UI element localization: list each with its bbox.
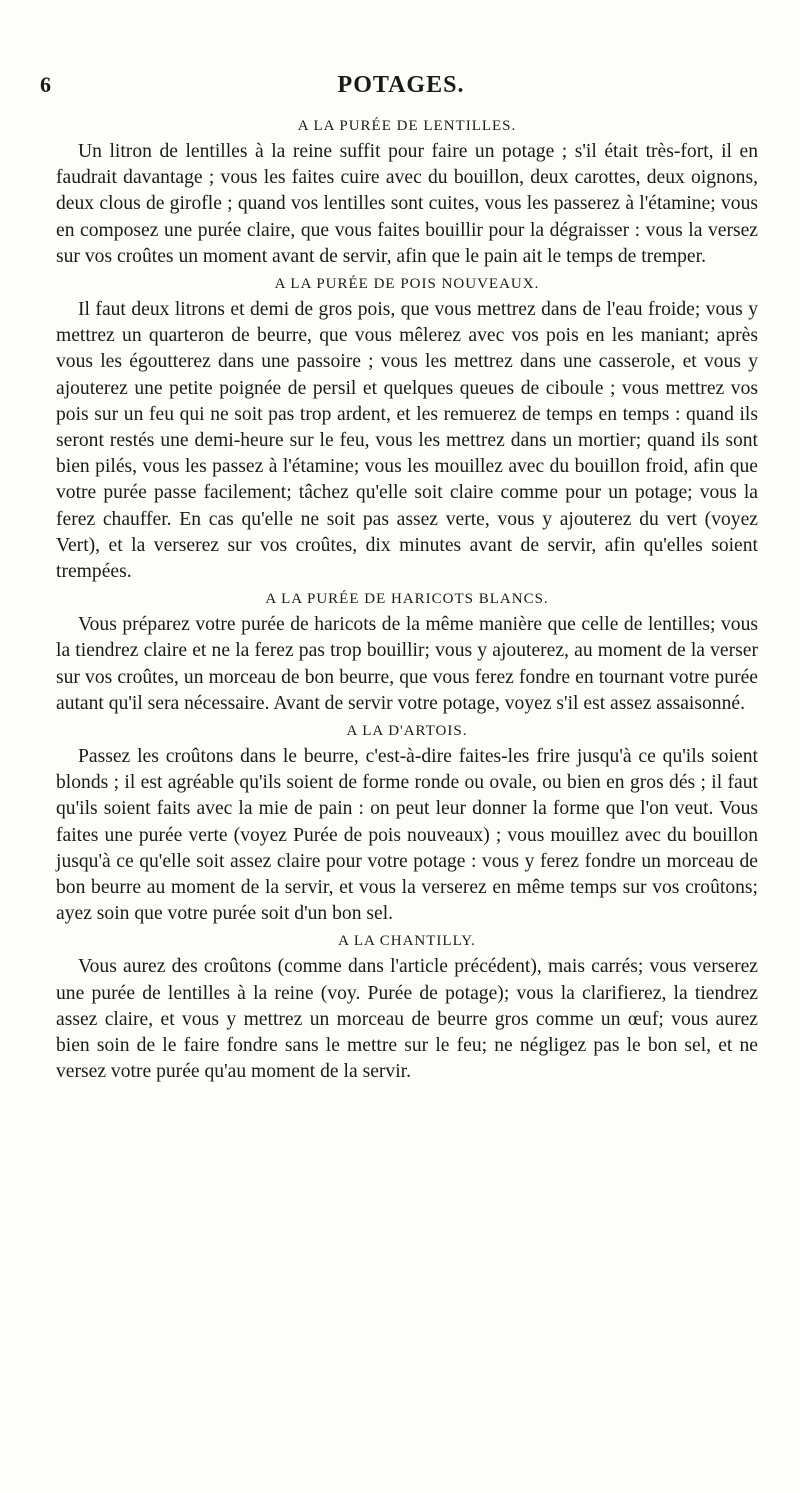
section-title: A LA D'ARTOIS. xyxy=(346,723,468,740)
section-paragraph: Un litron de lentilles à la reine suffit pour faire un potage ; s'il était très-fort, il en faudrait davantage ; vous les faites cuire avec du bouillon, deux carottes, deux oignons, deux clous de girofle ; quand vos lentilles sont cuites, vous les passerez à l'étamine; vous en composez une purée claire, que vous faites bouillir pour la dégraisser : vous la versez sur vos croûtes un moment avant de servir, afin que le pain ait le temps de tremper. xyxy=(56,141,758,267)
section-artois xyxy=(56,723,758,927)
section-title: A LA PURÉE DE POIS NOUVEAUX. xyxy=(274,276,540,293)
running-head xyxy=(40,72,762,112)
section-title: A LA PURÉE DE HARICOTS BLANCS. xyxy=(265,591,549,608)
section-paragraph: Vous aurez des croûtons (comme dans l'article précédent), mais carrés; vous verserez une purée de lentilles à la reine (voy. Purée de potage); vous la clarifierez, la tiendrez assez claire, et vous y mettrez un morceau de beurre gros comme un œuf; vous aurez bien soin de le faire fondre sans le mettre sur le feu; ne négligez pas le bon sel, et ne versez votre purée qu'au moment de la servir. xyxy=(56,956,758,1083)
section-paragraph: Passez les croûtons dans le beurre, c'est-à-dire faites-les frire jusqu'à ce qu'ils soient blonds ; il est agréable qu'ils soient de forme ronde ou ovale, ou bien en gros dés ; il faut qu'ils soient faits avec la mie de pain : on peut leur donner la forme que l'on veut. Vous faites une purée verte (voyez Purée de pois nouveaux) ; vous mouillez avec du bouillon jusqu'à ce qu'elle soit assez claire pour votre potage : vous y ferez fondre un morceau de bon beurre au moment de la servir, et vous la verserez en même temps sur vos croûtons; ayez soin que votre purée soit d'un bon sel. xyxy=(56,746,758,925)
section-lentilles xyxy=(56,118,758,270)
page-body xyxy=(56,114,758,1092)
section-pois-nouveaux xyxy=(56,276,758,585)
section-title: A LA PURÉE DE LENTILLES. xyxy=(297,118,517,134)
page-number: 6 xyxy=(40,72,51,97)
section-chantilly xyxy=(56,933,758,1085)
section-haricots-blancs xyxy=(56,591,758,717)
section-title: A LA CHANTILLY. xyxy=(338,933,476,950)
section-paragraph: Il faut deux litrons et demi de gros pois, que vous mettrez dans de l'eau froide; vous y mettrez un quarteron de beurre, que vous mêlerez avec vos pois en les maniant; après vous les égoutterez dans une passoire ; vous les mettrez dans une casserole, et vous y ajouterez une petite poignée de persil et quelques queues de ciboule ; vous mettrez vos pois sur un feu qui ne soit pas trop ardent, et les remuerez de temps en temps : quand ils seront restés une demi-heure sur le feu, vous les mettrez dans un mortier; quand ils sont bien pilés, vous les passez à l'étamine; vous les mouillez avec du bouillon froid, afin que votre purée passe facilement; tâchez qu'elle soit claire comme pour un potage; vous la ferez chauffer. En cas qu'elle ne soit pas assez verte, vous y ajouterez du vert (voyez Vert), et la verserez sur vos croûtes, dix minutes avant de servir, afin qu'elles soient trempées. xyxy=(56,299,758,583)
section-paragraph: Vous préparez votre purée de haricots de la même manière que celle de lentilles; vous la tiendrez claire et ne la ferez pas trop bouillir; vous y ajouterez, au moment de la verser sur vos croûtes, un morceau de bon beurre, que vous ferez fondre en tournant votre purée autant qu'il sera nécessaire. Avant de servir votre potage, voyez s'il est assez assaisonné. xyxy=(56,614,758,714)
running-title: POTAGES. xyxy=(337,72,465,98)
